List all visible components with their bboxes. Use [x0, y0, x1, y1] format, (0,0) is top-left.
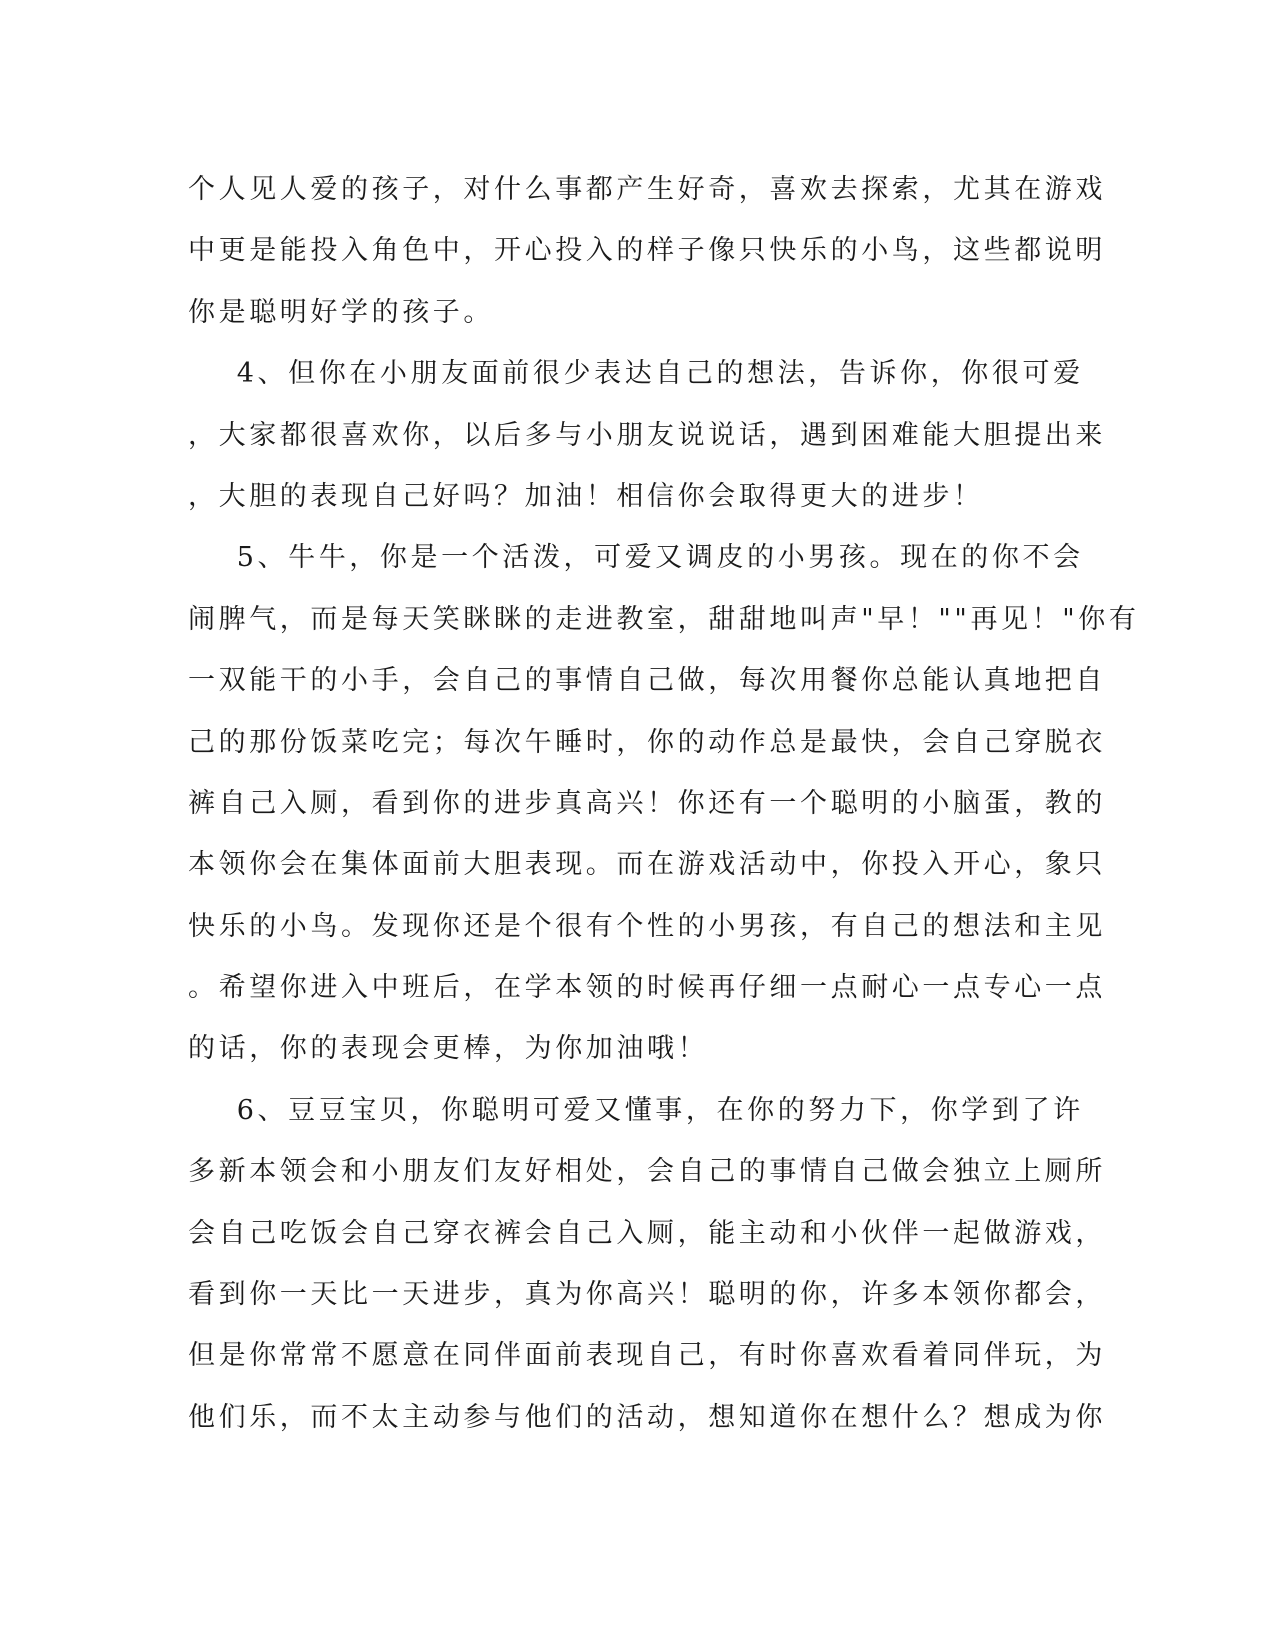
text-line: ，大胆的表现自己好吗？加油！相信你会取得更大的进步！ — [188, 480, 984, 512]
text-line: 个人见人爱的孩子，对什么事都产生好奇，喜欢去探索，尤其在游戏 — [188, 174, 1106, 205]
text-line: 闹脾气，而是每天笑眯眯的走进教室，甜甜地叫声"早！""再见！"你有 — [188, 603, 1140, 635]
text-line: 己的那份饭菜吃完；每次午睡时，你的动作总是最快，会自己穿脱衣 — [188, 726, 1106, 758]
text-line: 裤自己入厕，看到你的进步真高兴！你还有一个聪明的小脑蛋，教的 — [188, 787, 1106, 819]
text-line: 中更是能投入角色中，开心投入的样子像只快乐的小鸟，这些都说明 — [188, 235, 1106, 267]
text-line: 会自己吃饭会自己穿衣裤会自己入厕，能主动和小伙伴一起做游戏， — [188, 1217, 1106, 1249]
text-line: 4、但你在小朋友面前很少表达自己的想法，告诉你，你很可爱 — [188, 358, 1084, 390]
body-text — [188, 159, 1140, 1448]
text-line: 5、牛牛，你是一个活泼，可爱又调皮的小男孩。现在的你不会 — [188, 542, 1084, 574]
text-line: 多新本领会和小朋友们友好相处，会自己的事情自己做会独立上厕所 — [188, 1156, 1106, 1188]
text-line: 他们乐，而不太主动参与他们的活动，想知道你在想什么？想成为你 — [188, 1401, 1106, 1433]
text-line: 6、豆豆宝贝，你聪明可爱又懂事，在你的努力下，你学到了许 — [188, 1094, 1084, 1126]
text-line: 的话，你的表现会更棒，为你加油哦！ — [188, 1033, 709, 1065]
text-line: ，大家都很喜欢你，以后多与小朋友说说话，遇到困难能大胆提出来 — [188, 419, 1106, 451]
text-line: 。希望你进入中班后，在学本领的时候再仔细一点耐心一点专心一点 — [188, 972, 1106, 1004]
text-line: 但是你常常不愿意在同伴面前表现自己，有时你喜欢看着同伴玩，为 — [188, 1340, 1106, 1372]
text-line: 看到你一天比一天进步，真为你高兴！聪明的你，许多本领你都会， — [188, 1279, 1106, 1311]
text-line: 一双能干的小手，会自己的事情自己做，每次用餐你总能认真地把自 — [188, 665, 1106, 697]
text-line: 你是聪明好学的孩子。 — [188, 296, 494, 328]
text-line: 快乐的小鸟。发现你还是个很有个性的小男孩，有自己的想法和主见 — [188, 910, 1106, 942]
text-line: 本领你会在集体面前大胆表现。而在游戏活动中，你投入开心，象只 — [188, 849, 1106, 881]
